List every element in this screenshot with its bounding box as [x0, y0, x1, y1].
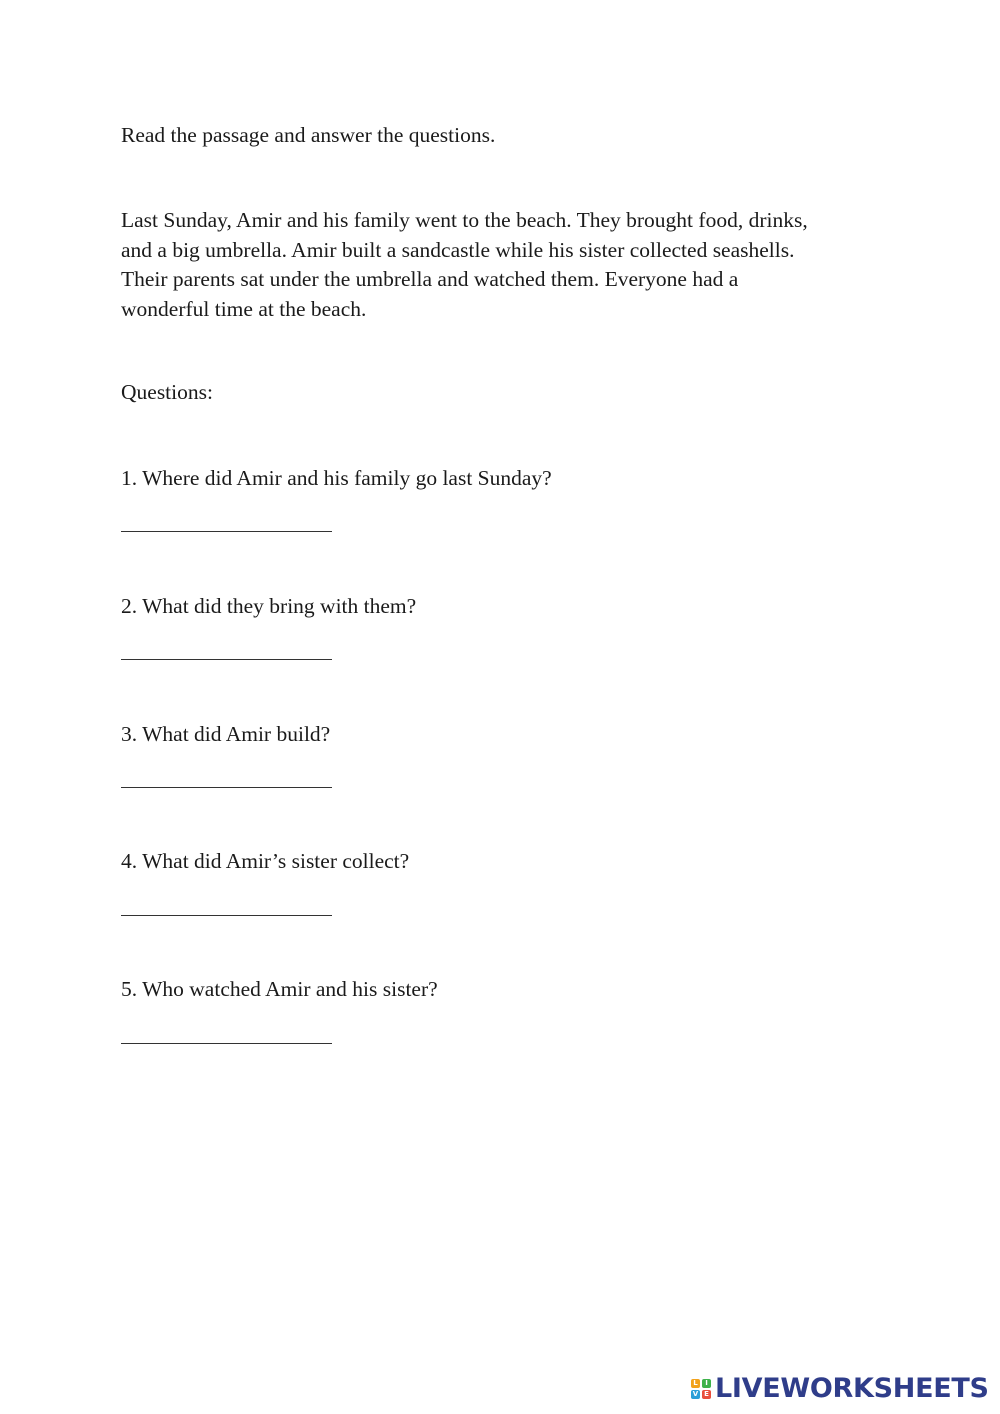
logo-tile: I — [702, 1379, 711, 1388]
answer-blank-5[interactable] — [121, 1043, 332, 1044]
answer-blank-3[interactable] — [121, 787, 332, 788]
instruction-text: Read the passage and answer the questions. — [121, 123, 496, 147]
logo-tile: L — [691, 1379, 700, 1388]
question-1: 1. Where did Amir and his family go last Sunday? — [121, 466, 552, 490]
question-2: 2. What did they bring with them? — [121, 594, 417, 618]
liveworksheets-logo — [691, 1372, 989, 1406]
answer-blank-2[interactable] — [121, 659, 332, 660]
passage-line: Their parents sat under the umbrella and watched them. Everyone had a — [121, 267, 739, 291]
answer-blank-1[interactable] — [121, 531, 332, 532]
questions-heading: Questions: — [121, 380, 213, 404]
passage-line: and a big umbrella. Amir built a sandcastle while his sister collected seashells. — [121, 237, 795, 262]
passage-line: Last Sunday, Amir and his family went to the beach. They brought food, drinks, — [121, 208, 808, 232]
logo-tile: E — [702, 1390, 711, 1399]
answer-blank-4[interactable] — [121, 915, 332, 916]
question-3: 3. What did Amir build? — [121, 722, 331, 746]
passage-line: wonderful time at the beach. — [121, 296, 367, 321]
logo-text: LIVEWORKSHEETS — [715, 1373, 989, 1404]
question-4: 4. What did Amir’s sister collect? — [121, 849, 410, 873]
question-5: 5. Who watched Amir and his sister? — [121, 977, 438, 1001]
logo-tile: V — [692, 1390, 699, 1398]
reading-passage — [121, 206, 911, 324]
liveworksheets-logo-icon — [691, 1379, 711, 1399]
